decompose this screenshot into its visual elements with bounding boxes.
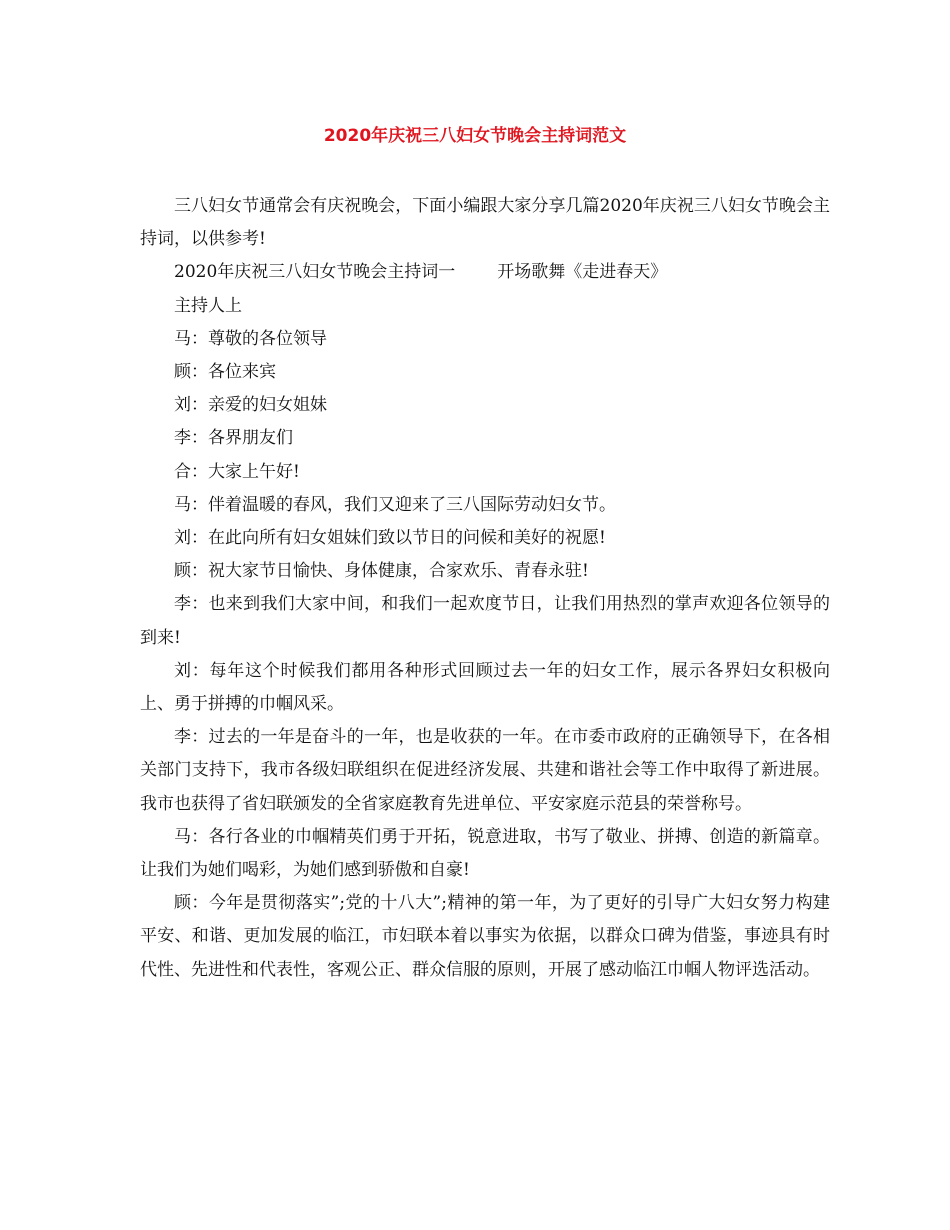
paragraph: 合：大家上午好! [174,461,300,482]
paragraph: 顾：各位来宾 [174,362,276,383]
paragraph: 刘：亲爱的妇女姐妹 [174,395,327,416]
paragraph: 刘：在此向所有妇女姐妹们致以节日的问候和美好的祝愿! [174,528,606,549]
paragraph: 马：伴着温暖的春风，我们又迎来了三八国际劳动妇女节。 [174,494,616,515]
paragraph: 刘：每年这个时候我们都用各种形式回顾过去一年的妇女工作，展示各界妇女积极向上、勇于拼搏的巾帼风采。 [140,660,830,715]
paragraph: 李：也来到我们大家中间，和我们一起欢度节日，让我们用热烈的掌声欢迎各位领导的到来! [140,594,830,648]
document-body [140,190,830,987]
paragraph: 顾：祝大家节日愉快、身体健康，合家欢乐、青春永驻! [174,561,589,582]
paragraph: 主持人上 [174,295,242,316]
paragraph: 李：各界朋友们 [174,428,293,449]
section-heading: 2020年庆祝三八妇女节晚会主持词一 [174,262,456,283]
intro-paragraph: 三八妇女节通常会有庆祝晚会，下面小编跟大家分享几篇2020年庆祝三八妇女节晚会主持词，以供参考! [140,196,830,250]
paragraph: 马：各行各业的巾帼精英们勇于开拓，锐意进取，书写了敬业、拼搏、创造的新篇章。让我们为她们喝彩，为她们感到骄傲和自豪! [140,826,830,881]
section-heading-line [140,256,830,289]
section-program: 开场歌舞《走进春天》 [497,262,668,283]
document-title: 2020年庆祝三八妇女节晚会主持词范文 [323,126,627,146]
paragraph: 顾：今年是贯彻落实”;党的十八大”;精神的第一年，为了更好的引导广大妇女努力构建平安、和谐、更加发展的临江，市妇联本着以事实为依据，以群众口碑为借鉴，事迹具有时代性、先进性和代表性，客观公正、群众信服的原则，开展了感动临江巾帼人物评选活动。 [140,893,830,980]
paragraph: 李：过去的一年是奋斗的一年，也是收获的一年。在市委市政府的正确领导下，在各相关部门支持下，我市各级妇联组织在促进经济发展、共建和谐社会等工作中取得了新进展。我市也获得了省妇联颁发的全省家庭教育先进单位、平安家庭示范县的荣誉称号。 [140,727,830,814]
paragraph: 马：尊敬的各位领导 [174,328,327,349]
